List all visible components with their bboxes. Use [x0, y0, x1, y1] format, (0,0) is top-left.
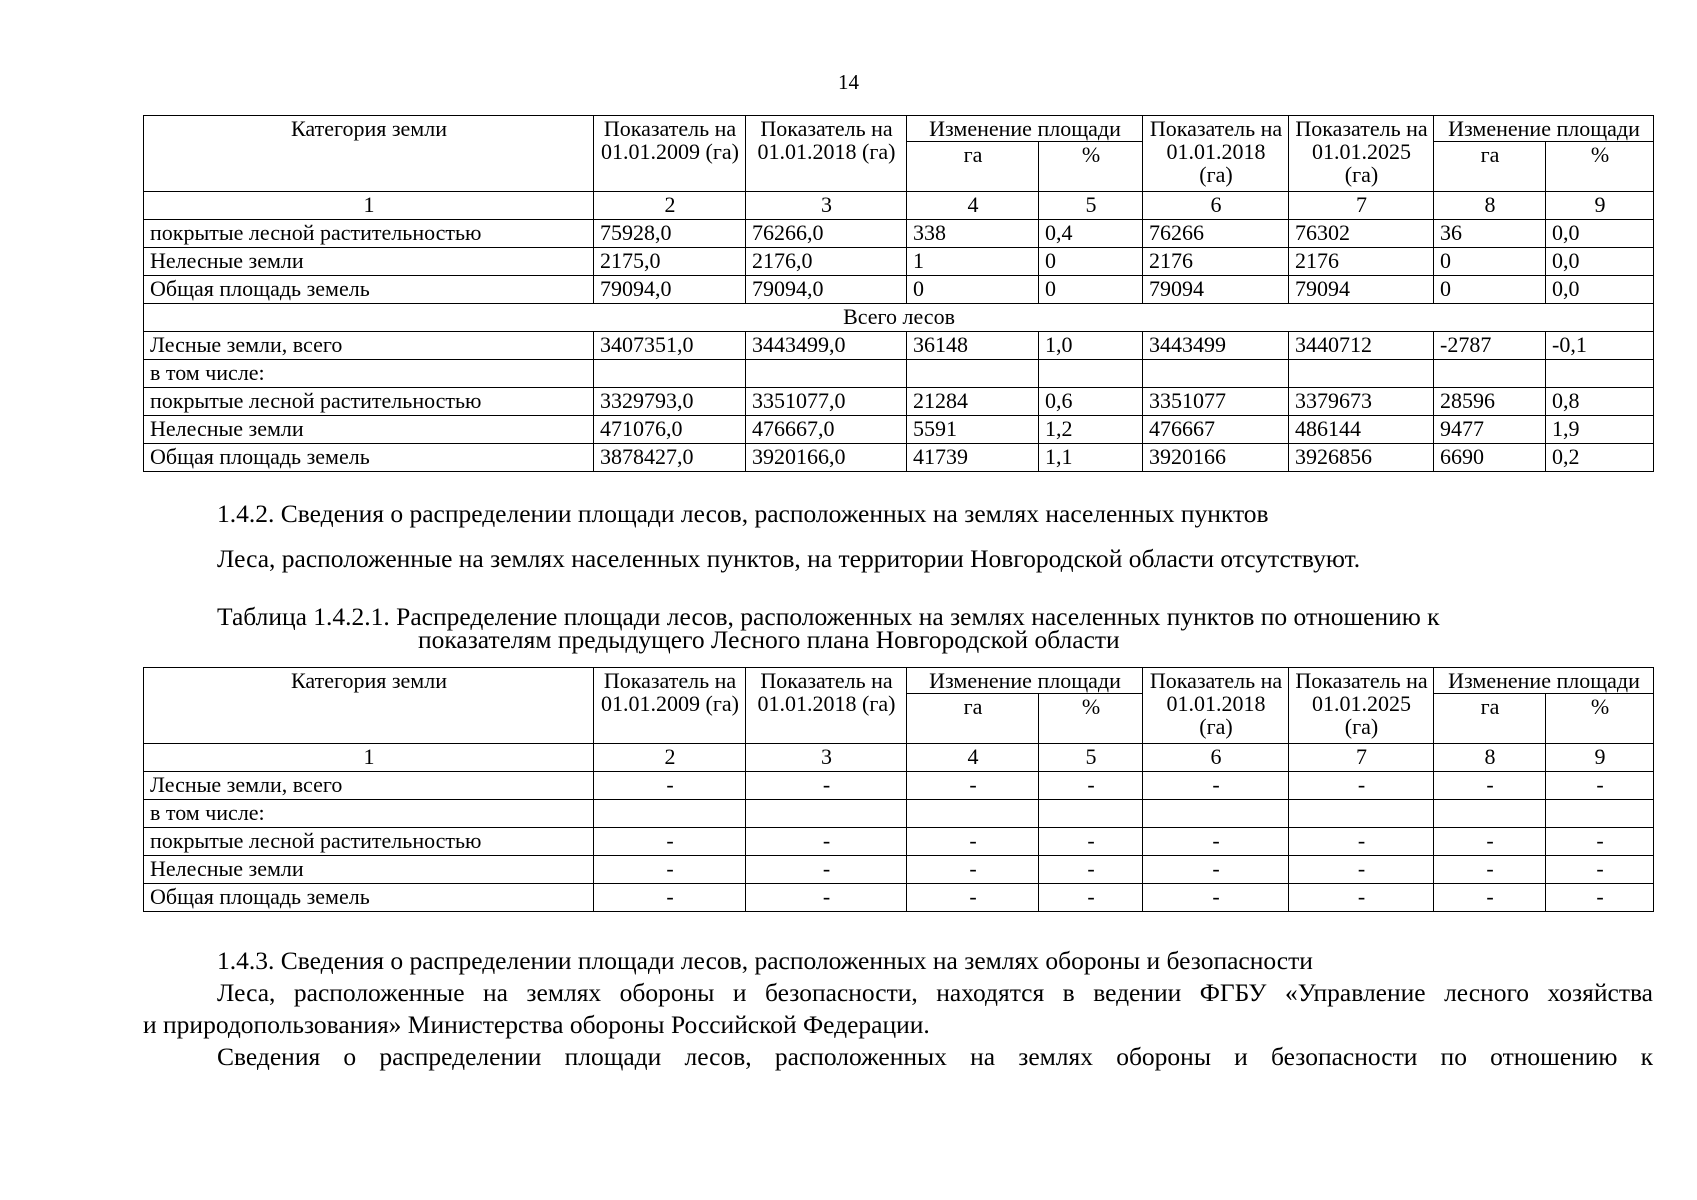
- table-cell: 0,8: [1546, 388, 1654, 416]
- table-cell: -2787: [1434, 332, 1546, 360]
- table-cell: -: [594, 884, 746, 912]
- table-cell: 1: [907, 248, 1039, 276]
- table-cell: -: [1143, 884, 1289, 912]
- row-label: покрытые лесной растительностью: [144, 828, 594, 856]
- column-number: 5: [1039, 192, 1143, 220]
- table-row: [144, 276, 1654, 304]
- table-cell: 41739: [907, 444, 1039, 472]
- header-indicator-2018: Показатель на 01.01.2018 (га): [746, 116, 907, 192]
- column-number: 9: [1546, 192, 1654, 220]
- table-cell: [746, 800, 907, 828]
- table-cell: [1143, 360, 1289, 388]
- column-number: 1: [144, 192, 594, 220]
- header-area-change-b: Изменение площади: [1434, 116, 1654, 142]
- row-label: Общая площадь земель: [144, 444, 594, 472]
- table-header-row: [144, 668, 1654, 694]
- table-row: [144, 856, 1654, 884]
- settlement-forest-table: [143, 667, 1654, 912]
- section-1-4-3-para2-line1: Сведения о распределении площади лесов, расположенных на землях обороны и безопасности по отношению к: [217, 1042, 1653, 1071]
- table-cell: -: [746, 884, 907, 912]
- table-cell: 486144: [1289, 416, 1434, 444]
- column-number-row: [144, 744, 1654, 772]
- column-number: 4: [907, 744, 1039, 772]
- table-header-row: [144, 116, 1654, 142]
- row-label: Лесные земли, всего: [144, 772, 594, 800]
- row-label: в том числе:: [144, 800, 594, 828]
- table-cell: [1143, 800, 1289, 828]
- table-cell: -: [1289, 828, 1434, 856]
- table-cell: -: [907, 856, 1039, 884]
- header-percent: %: [1039, 142, 1143, 192]
- table-cell: -: [746, 772, 907, 800]
- column-number: 9: [1546, 744, 1654, 772]
- table-cell: 3443499,0: [746, 332, 907, 360]
- table-cell: -: [1434, 772, 1546, 800]
- table-cell: [1546, 360, 1654, 388]
- row-label: Нелесные земли: [144, 416, 594, 444]
- column-number: 6: [1143, 744, 1289, 772]
- table-caption-line1: Таблица 1.4.2.1. Распределение площади лесов, расположенных на землях населенных пунктов по отношению к: [217, 602, 1440, 631]
- section-row: [144, 304, 1654, 332]
- table-cell: -0,1: [1546, 332, 1654, 360]
- table-row: [144, 388, 1654, 416]
- header-percent: %: [1039, 694, 1143, 744]
- table-cell: 1,1: [1039, 444, 1143, 472]
- table-cell: -: [594, 856, 746, 884]
- table-row: [144, 884, 1654, 912]
- table-cell: 79094,0: [746, 276, 907, 304]
- header-category: Категория земли: [144, 116, 594, 192]
- column-number: 2: [594, 192, 746, 220]
- table-cell: 6690: [1434, 444, 1546, 472]
- header-indicator-2018: Показатель на 01.01.2018 (га): [746, 668, 907, 744]
- table-cell: 0,0: [1546, 248, 1654, 276]
- table-cell: 471076,0: [594, 416, 746, 444]
- row-label: Общая площадь земель: [144, 884, 594, 912]
- row-label: Нелесные земли: [144, 856, 594, 884]
- table-cell: 2175,0: [594, 248, 746, 276]
- table-cell: [746, 360, 907, 388]
- section-1-4-3-para1-line1: Леса, расположенные на землях обороны и безопасности, находятся в ведении ФГБУ «Управление лесного хозяйства: [217, 978, 1653, 1007]
- section-label: Всего лесов: [144, 304, 1654, 332]
- header-ha: га: [907, 694, 1039, 744]
- table-cell: -: [1039, 828, 1143, 856]
- table-cell: -: [1289, 884, 1434, 912]
- table-cell: [907, 800, 1039, 828]
- table-row: [144, 248, 1654, 276]
- table-cell: 3920166: [1143, 444, 1289, 472]
- table-row: [144, 772, 1654, 800]
- table-cell: -: [907, 884, 1039, 912]
- column-number: 7: [1289, 192, 1434, 220]
- row-label: покрытые лесной растительностью: [144, 220, 594, 248]
- table-cell: 0: [1039, 248, 1143, 276]
- header-indicator-2009: Показатель на 01.01.2009 (га): [594, 668, 746, 744]
- table-cell: 21284: [907, 388, 1039, 416]
- table-cell: [594, 360, 746, 388]
- table-cell: 1,0: [1039, 332, 1143, 360]
- table-cell: 0,2: [1546, 444, 1654, 472]
- table-cell: [907, 360, 1039, 388]
- header-indicator-2025: Показатель на 01.01.2025 (га): [1289, 668, 1434, 744]
- header-area-change: Изменение площади: [907, 116, 1143, 142]
- section-1-4-2-heading: 1.4.2. Сведения о распределении площади лесов, расположенных на землях населенных пунктов: [217, 499, 1269, 528]
- forest-area-table: [143, 115, 1654, 472]
- header-indicator-2018-b: Показатель на 01.01.2018 (га): [1143, 116, 1289, 192]
- table-row: [144, 360, 1654, 388]
- table-cell: 76266,0: [746, 220, 907, 248]
- table-cell: -: [594, 828, 746, 856]
- table-cell: 9477: [1434, 416, 1546, 444]
- table-cell: 0,4: [1039, 220, 1143, 248]
- table-cell: -: [1039, 772, 1143, 800]
- table-cell: -: [1434, 856, 1546, 884]
- table-cell: 0,0: [1546, 220, 1654, 248]
- table-cell: -: [1546, 772, 1654, 800]
- table-cell: 1,2: [1039, 416, 1143, 444]
- table-cell: 3878427,0: [594, 444, 746, 472]
- table-cell: [1039, 360, 1143, 388]
- table-cell: 76302: [1289, 220, 1434, 248]
- table-cell: [1289, 800, 1434, 828]
- section-1-4-3-heading: 1.4.3. Сведения о распределении площади лесов, расположенных на землях обороны и безопасности: [217, 946, 1313, 975]
- table-cell: 0,6: [1039, 388, 1143, 416]
- table-cell: 0: [1434, 248, 1546, 276]
- table-cell: 3440712: [1289, 332, 1434, 360]
- table-cell: 5591: [907, 416, 1039, 444]
- row-label: Лесные земли, всего: [144, 332, 594, 360]
- table-cell: 0,0: [1546, 276, 1654, 304]
- column-number: 1: [144, 744, 594, 772]
- header-category: Категория земли: [144, 668, 594, 744]
- table-cell: 0: [907, 276, 1039, 304]
- table-row: [144, 332, 1654, 360]
- table-cell: 3329793,0: [594, 388, 746, 416]
- table-cell: 3379673: [1289, 388, 1434, 416]
- table-cell: -: [1546, 884, 1654, 912]
- header-area-change: Изменение площади: [907, 668, 1143, 694]
- table-cell: -: [1143, 828, 1289, 856]
- table-cell: 2176: [1143, 248, 1289, 276]
- section-1-4-2-text: Леса, расположенные на землях населенных пунктов, на территории Новгородской области отсутствуют.: [217, 544, 1361, 573]
- table-cell: [1546, 800, 1654, 828]
- column-number-row: [144, 192, 1654, 220]
- page-number: 14: [838, 70, 859, 94]
- table-cell: 3926856: [1289, 444, 1434, 472]
- table-cell: 3443499: [1143, 332, 1289, 360]
- table-cell: -: [1289, 772, 1434, 800]
- table-cell: [1434, 800, 1546, 828]
- header-indicator-2009: Показатель на 01.01.2009 (га): [594, 116, 746, 192]
- section-1-4-3-para1-line2: и природопользования» Министерства обороны Российской Федерации.: [143, 1010, 930, 1039]
- table-cell: -: [1143, 856, 1289, 884]
- table-cell: 476667: [1143, 416, 1289, 444]
- header-ha-b: га: [1434, 694, 1546, 744]
- table-cell: 0: [1434, 276, 1546, 304]
- column-number: 3: [746, 192, 907, 220]
- table-cell: -: [746, 856, 907, 884]
- table-cell: 79094: [1289, 276, 1434, 304]
- table-cell: 476667,0: [746, 416, 907, 444]
- table-cell: -: [1143, 772, 1289, 800]
- table-cell: 338: [907, 220, 1039, 248]
- table-cell: -: [907, 772, 1039, 800]
- table-row: [144, 220, 1654, 248]
- table-cell: 79094,0: [594, 276, 746, 304]
- header-indicator-2025: Показатель на 01.01.2025 (га): [1289, 116, 1434, 192]
- column-number: 7: [1289, 744, 1434, 772]
- column-number: 2: [594, 744, 746, 772]
- table-cell: 3407351,0: [594, 332, 746, 360]
- column-number: 6: [1143, 192, 1289, 220]
- table-cell: 3351077: [1143, 388, 1289, 416]
- table-cell: -: [1546, 856, 1654, 884]
- header-indicator-2018-b: Показатель на 01.01.2018 (га): [1143, 668, 1289, 744]
- table-row: [144, 416, 1654, 444]
- table-cell: -: [1039, 856, 1143, 884]
- table-cell: 75928,0: [594, 220, 746, 248]
- table-cell: 28596: [1434, 388, 1546, 416]
- header-area-change-b: Изменение площади: [1434, 668, 1654, 694]
- table-cell: 76266: [1143, 220, 1289, 248]
- table-cell: 2176,0: [746, 248, 907, 276]
- column-number: 3: [746, 744, 907, 772]
- table-cell: [594, 800, 746, 828]
- table-row: [144, 444, 1654, 472]
- column-number: 8: [1434, 192, 1546, 220]
- table-cell: 2176: [1289, 248, 1434, 276]
- header-percent-b: %: [1546, 142, 1654, 192]
- table-cell: -: [746, 828, 907, 856]
- table-cell: -: [1039, 884, 1143, 912]
- table-cell: 3351077,0: [746, 388, 907, 416]
- table-cell: 79094: [1143, 276, 1289, 304]
- table-cell: [1039, 800, 1143, 828]
- row-label: Нелесные земли: [144, 248, 594, 276]
- table-cell: 36148: [907, 332, 1039, 360]
- table-cell: -: [1434, 828, 1546, 856]
- table-cell: [1434, 360, 1546, 388]
- table-cell: -: [907, 828, 1039, 856]
- column-number: 4: [907, 192, 1039, 220]
- row-label: покрытые лесной растительностью: [144, 388, 594, 416]
- table-caption-line2: показателям предыдущего Лесного плана Новгородской области: [418, 625, 1120, 654]
- table-cell: -: [594, 772, 746, 800]
- table-cell: 36: [1434, 220, 1546, 248]
- table-cell: -: [1434, 884, 1546, 912]
- table-cell: -: [1546, 828, 1654, 856]
- column-number: 5: [1039, 744, 1143, 772]
- column-number: 8: [1434, 744, 1546, 772]
- table-cell: 1,9: [1546, 416, 1654, 444]
- table-row: [144, 828, 1654, 856]
- header-ha: га: [907, 142, 1039, 192]
- table-row: [144, 800, 1654, 828]
- table-cell: -: [1289, 856, 1434, 884]
- table-cell: 0: [1039, 276, 1143, 304]
- table-cell: 3920166,0: [746, 444, 907, 472]
- row-label: в том числе:: [144, 360, 594, 388]
- table-cell: [1289, 360, 1434, 388]
- row-label: Общая площадь земель: [144, 276, 594, 304]
- header-ha-b: га: [1434, 142, 1546, 192]
- header-percent-b: %: [1546, 694, 1654, 744]
